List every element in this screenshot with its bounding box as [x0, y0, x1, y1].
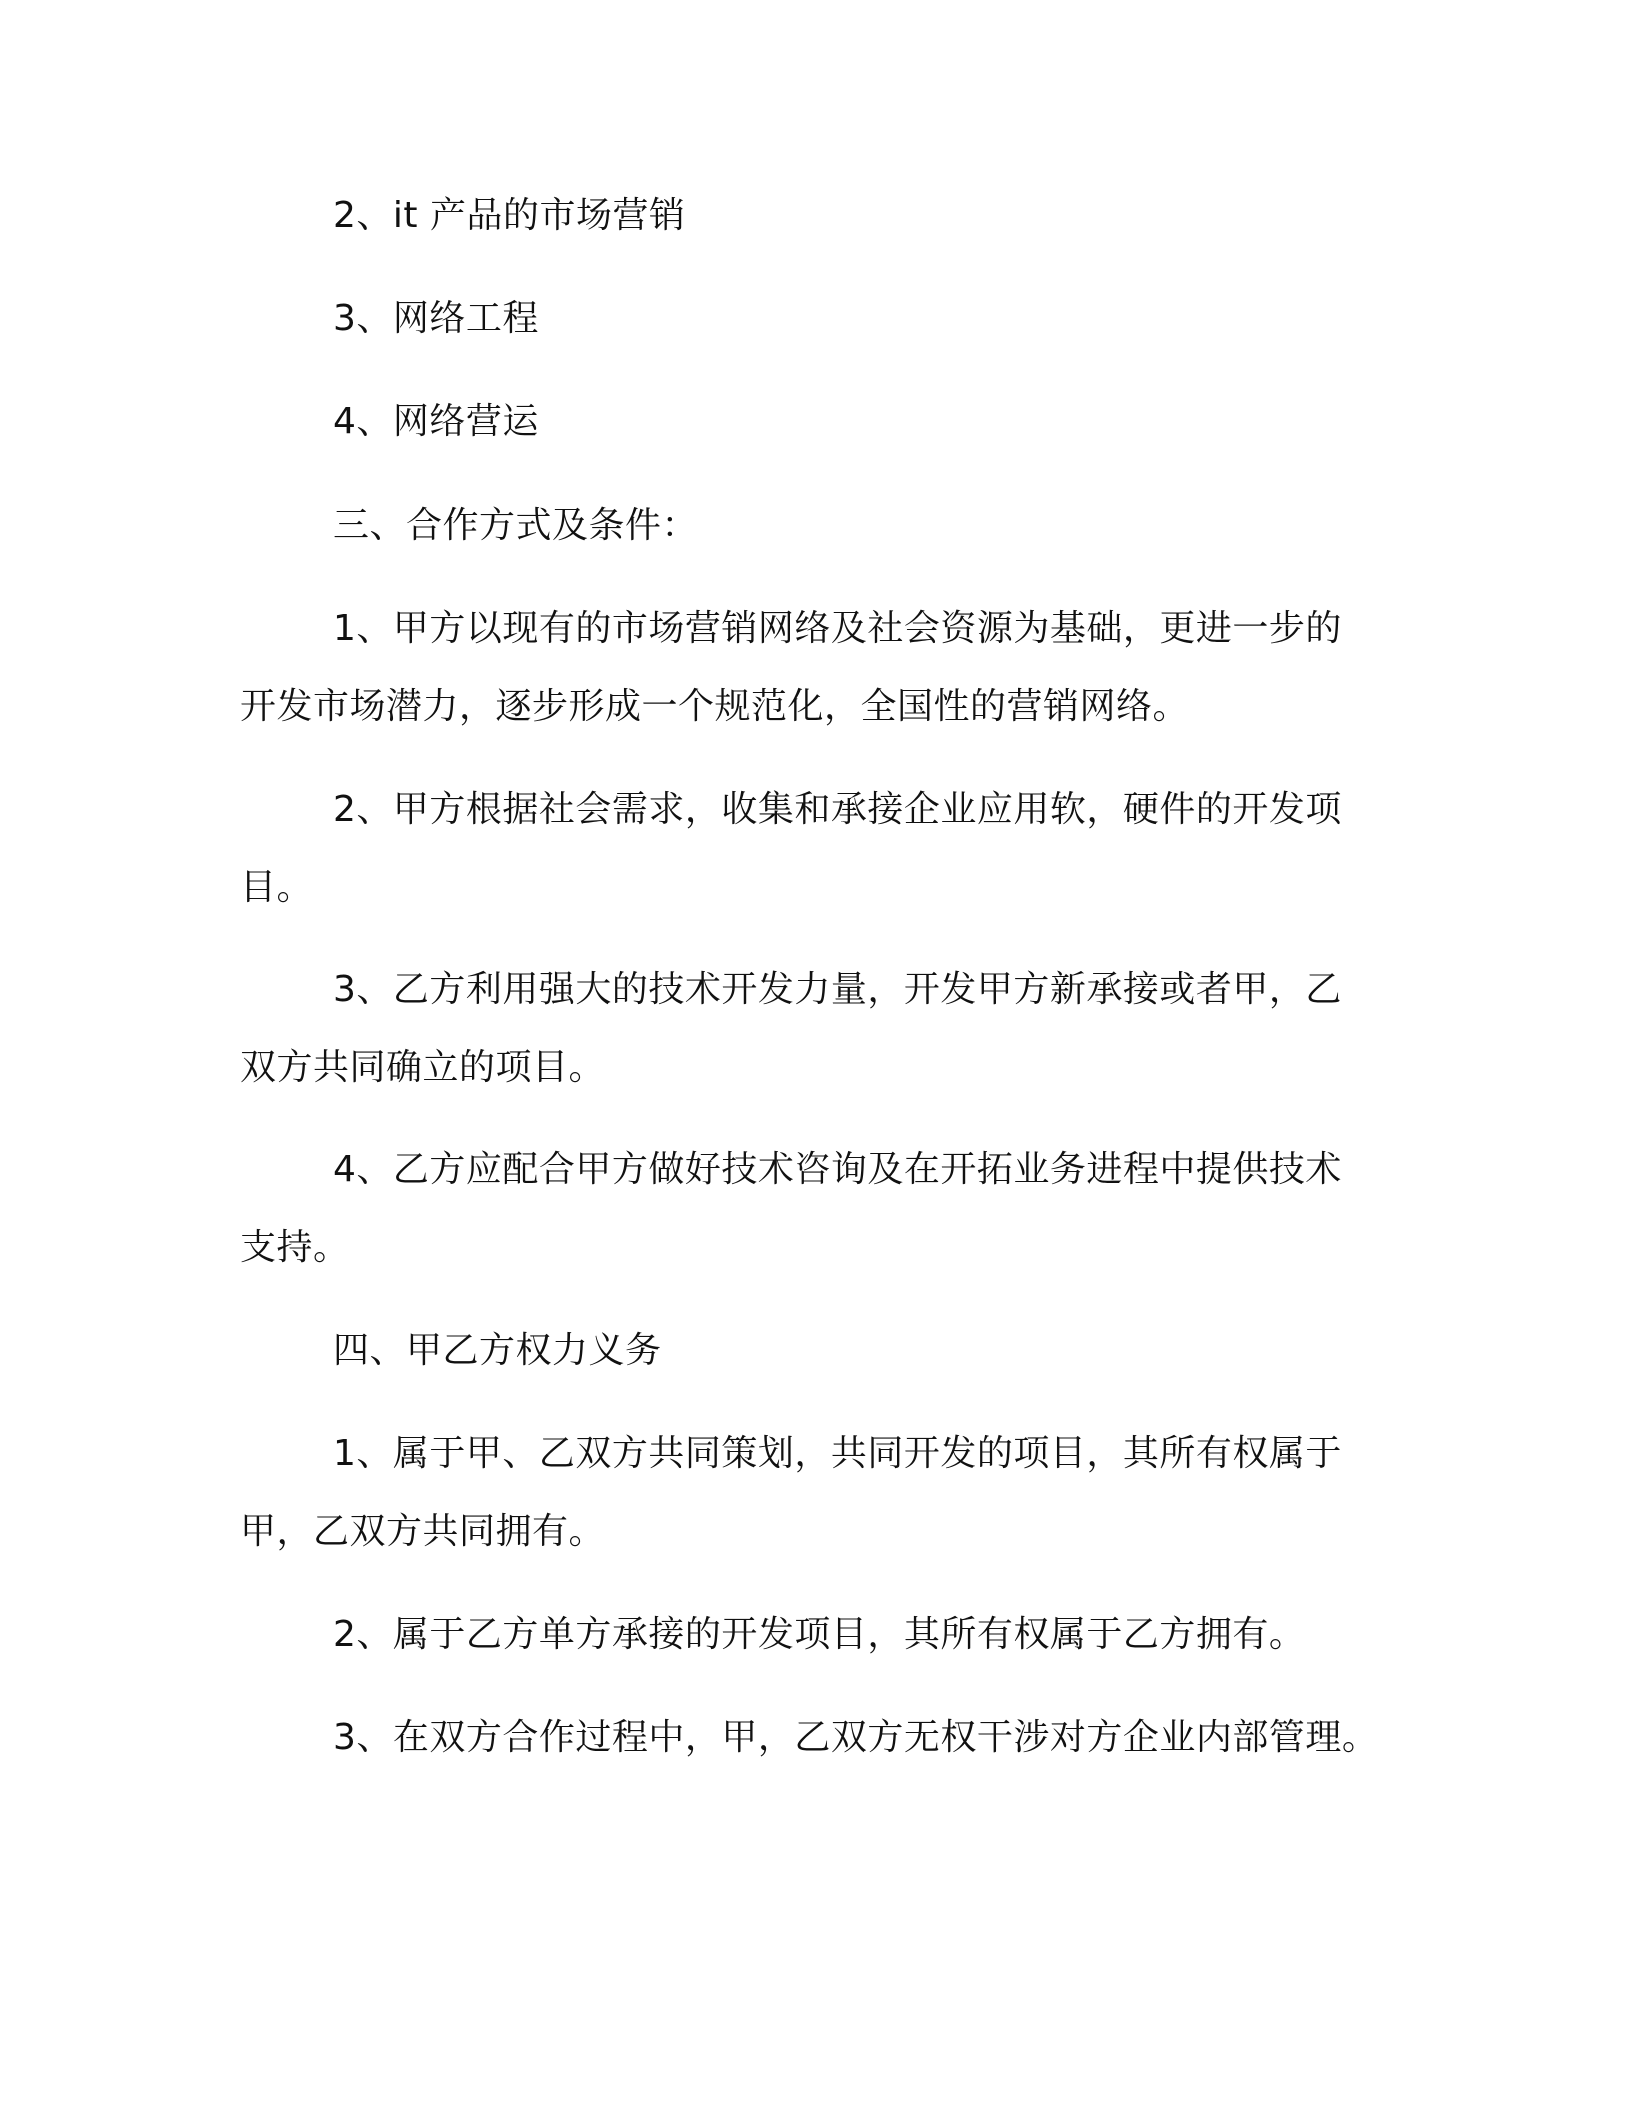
paragraph-4-line-2: 支持。: [240, 1227, 350, 1268]
paragraph-1-line-2: 开发市场潜力，逐步形成一个规范化，全国性的营销网络。: [240, 686, 1190, 727]
rights-item-2: 2、属于乙方单方承接的开发项目，其所有权属于乙方拥有。: [333, 1614, 1306, 1655]
section-heading-3: 三、合作方式及条件：: [333, 505, 699, 546]
rights-item-3: 3、在双方合作过程中，甲，乙双方无权干涉对方企业内部管理。: [333, 1717, 1379, 1758]
list-item-4-network-operation: 4、网络营运: [333, 401, 539, 442]
list-item-2-it-marketing: 2、it 产品的市场营销: [333, 195, 686, 236]
paragraph-2-line-2: 目。: [240, 867, 314, 908]
paragraph-2-line-1: 2、甲方根据社会需求，收集和承接企业应用软，硬件的开发项: [333, 789, 1342, 830]
paragraph-4-line-1: 4、乙方应配合甲方做好技术咨询及在开拓业务进程中提供技术: [333, 1149, 1342, 1190]
list-item-3-network-engineering: 3、网络工程: [333, 298, 539, 339]
rights-item-1-line-2: 甲，乙双方共同拥有。: [240, 1511, 606, 1552]
paragraph-3-line-1: 3、乙方利用强大的技术开发力量，开发甲方新承接或者甲，乙: [333, 969, 1342, 1010]
paragraph-1-line-1: 1、甲方以现有的市场营销网络及社会资源为基础，更进一步的: [333, 608, 1342, 649]
paragraph-3-line-2: 双方共同确立的项目。: [240, 1047, 606, 1088]
section-heading-4: 四、甲乙方权力义务: [333, 1330, 662, 1371]
rights-item-1-line-1: 1、属于甲、乙双方共同策划，共同开发的项目，其所有权属于: [333, 1433, 1342, 1474]
